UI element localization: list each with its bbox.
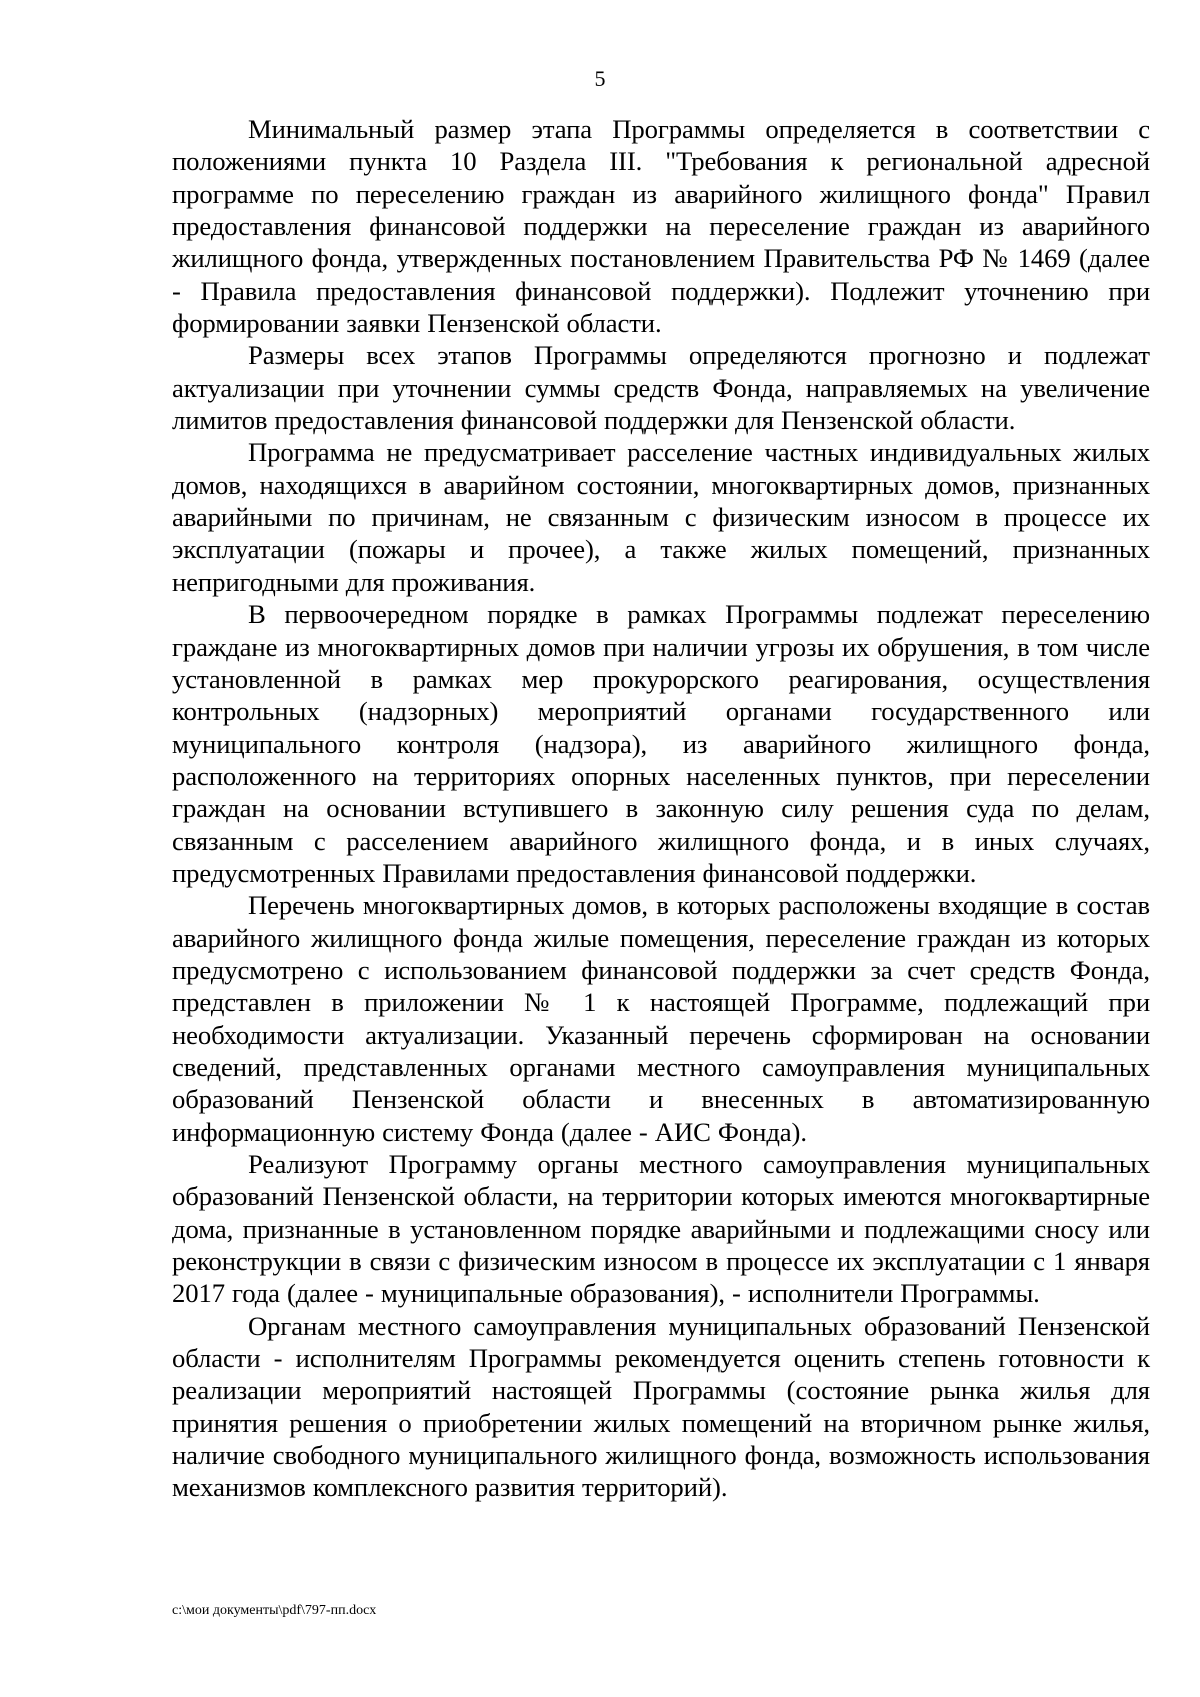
- paragraph-exclusions: Программа не предусматривает расселение частных индивидуальных жилых домов, находящихся в аварийном состоянии, многоквартирных домов, признанных аварийными по причинам, не связанным с физическим износом в процессе их эксплуатации (пожары и прочее), а также жилых помещений, признанных непригодными для проживания.: [172, 437, 1150, 597]
- paragraph-buildings-list: Перечень многоквартирных домов, в которых расположены входящие в состав аварийного жилищного фонда жилые помещения, переселение граждан из которых предусмотрено с использованием финансовой поддержки за счет средств Фонда, представлен в приложении № 1 к настоящей Программе, подлежащий при необходимости актуализации. Указанный перечень сформирован на основании сведений, представленных органами местного самоуправления муниципальных образований Пензенской области и внесенных в автоматизированную информационную систему Фонда (далее - АИС Фонда).: [172, 890, 1150, 1147]
- paragraph-minimum-stage-size: Минимальный размер этапа Программы определяется в соответствии с положениями пункта 10 Раздела III. "Требования к региональной адресной программе по переселению граждан из аварийного жилищного фонда" Правил предоставления финансовой поддержки на переселение граждан из аварийного жилищного фонда, утвержденных постановлением Правительства РФ № 1469 (далее - Правила предоставления финансовой поддержки). Подлежит уточнению при формировании заявки Пензенской области.: [172, 114, 1150, 339]
- paragraph-priority-resettlement: В первоочередном порядке в рамках Программы подлежат переселению граждане из многоквартирных домов при наличии угрозы их обрушения, в том числе установленной в рамках мер прокурорского реагирования, осуществления контрольных (надзорных) мероприятий органами государственного или муниципального контроля (надзора), из аварийного жилищного фонда, расположенного на территориях опорных населенных пунктов, при переселении граждан на основании вступившего в законную силу решения суда по делам, связанным с расселением аварийного жилищного фонда, и в иных случаях, предусмотренных Правилами предоставления финансовой поддержки.: [172, 599, 1150, 888]
- page-number: 5: [594, 66, 606, 91]
- paragraph-stage-sizes: Размеры всех этапов Программы определяются прогнозно и подлежат актуализации при уточнении суммы средств Фонда, направляемых на увеличение лимитов предоставления финансовой поддержки для Пензенской области.: [172, 340, 1150, 436]
- paragraph-program-executors: Реализуют Программу органы местного самоуправления муниципальных образований Пензенской области, на территории которых имеются многоквартирные дома, признанные в установленном порядке аварийными и подлежащими сносу или реконструкции в связи с физическим износом в процессе их эксплуатации с 1 января 2017 года (далее - муниципальные образования), - исполнители Программы.: [172, 1149, 1150, 1309]
- document-body: [172, 113, 1150, 1504]
- footer-file-path: c:\мои документы\pdf\797-пп.docx: [172, 1603, 377, 1618]
- paragraph-readiness-assessment: Органам местного самоуправления муниципальных образований Пензенской области - исполнителям Программы рекомендуется оценить степень готовности к реализации мероприятий настоящей Программы (состояние рынка жилья для принятия решения о приобретении жилых помещений на вторичном рынке жилья, наличие свободного муниципального жилищного фонда, возможность использования механизмов комплексного развития территорий).: [172, 1310, 1150, 1503]
